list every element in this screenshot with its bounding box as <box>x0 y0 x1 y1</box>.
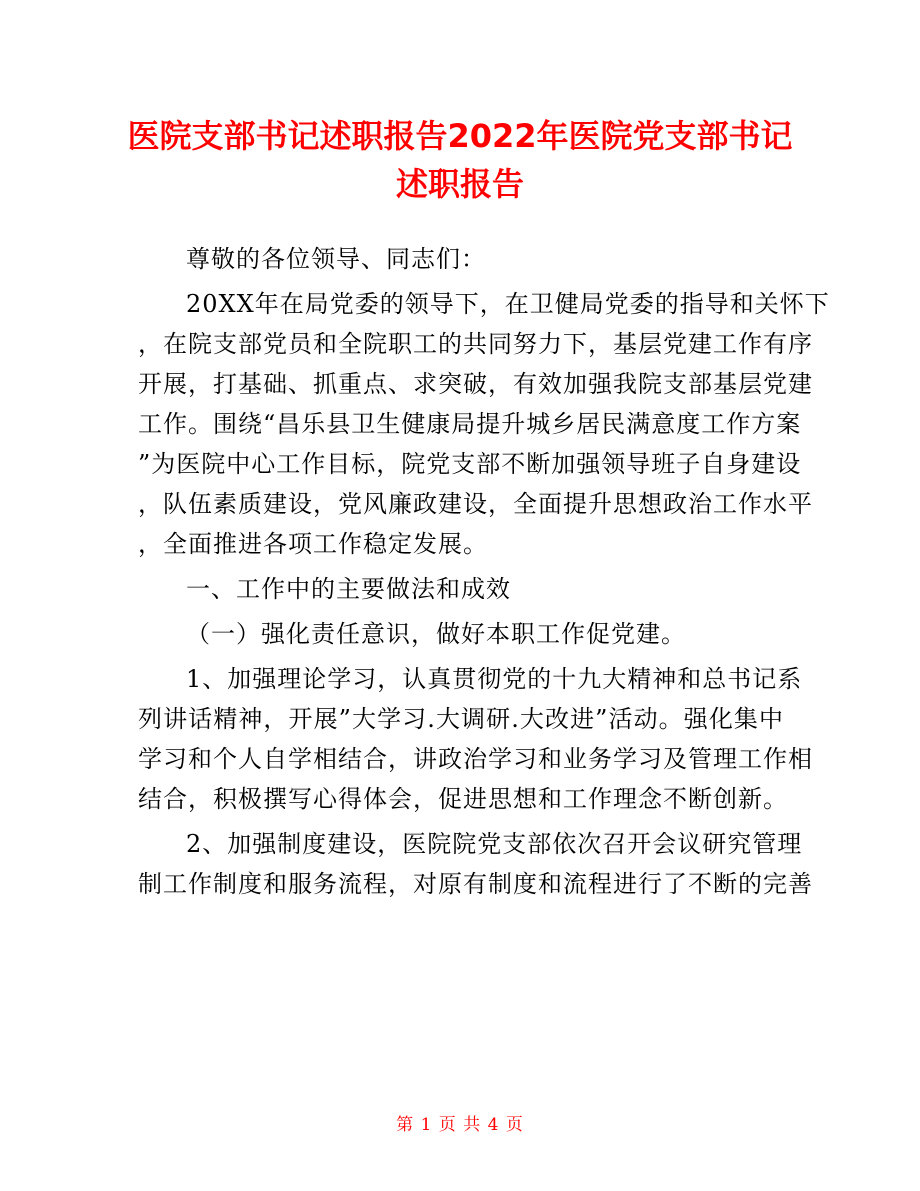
salutation: 尊敬的各位领导、同志们： <box>186 245 486 273</box>
document-body <box>138 239 830 904</box>
section-heading: 一、工作中的主要做法和成效 <box>186 575 511 603</box>
paragraph-line: 工作。围绕“昌乐县卫生健康局提升城乡居民满意度工作方案 <box>138 410 802 438</box>
subsection-heading: （一）强化责任意识，做好本职工作促党建。 <box>186 620 686 648</box>
title-line-1: 医院支部书记述职报告2022年医院党支部书记 <box>127 117 793 155</box>
paragraph-line: 2、加强制度建设，医院院党支部依次召开会议研究管理 <box>186 830 803 858</box>
paragraph-line: 20XX年在局党委的领导下，在卫健局党委的指导和关怀下 <box>186 290 830 318</box>
paragraph-line: 结合，积极撰写心得体会，促进思想和工作理念不断创新。 <box>138 785 788 813</box>
paragraph-line: 开展，打基础、抓重点、求突破，有效加强我院支部基层党建 <box>138 370 813 398</box>
paragraph-line: ，在院支部党员和全院职工的共同努力下，基层党建工作有序 <box>138 330 813 358</box>
paragraph-line: ，全面推进各项工作稳定发展。 <box>138 530 488 558</box>
document-title <box>118 112 802 208</box>
page-footer: 第 1 页 共 4 页 <box>396 1115 524 1135</box>
title-line-2: 述职报告 <box>395 165 524 203</box>
paragraph-line: 列讲话精神，开展”大学习.大调研.大改进”活动。强化集中 <box>138 705 784 733</box>
paragraph-line: ”为医院中心工作目标，院党支部不断加强领导班子自身建设 <box>138 450 802 478</box>
paragraph-line: 制工作制度和服务流程，对原有制度和流程进行了不断的完善 <box>138 870 813 898</box>
paragraph-line: 学习和个人自学相结合，讲政治学习和业务学习及管理工作相 <box>138 745 813 773</box>
paragraph-line: ，队伍素质建设，党风廉政建设，全面提升思想政治工作水平 <box>138 490 813 518</box>
paragraph-line: 1、加强理论学习，认真贯彻党的十九大精神和总书记系 <box>186 665 803 693</box>
